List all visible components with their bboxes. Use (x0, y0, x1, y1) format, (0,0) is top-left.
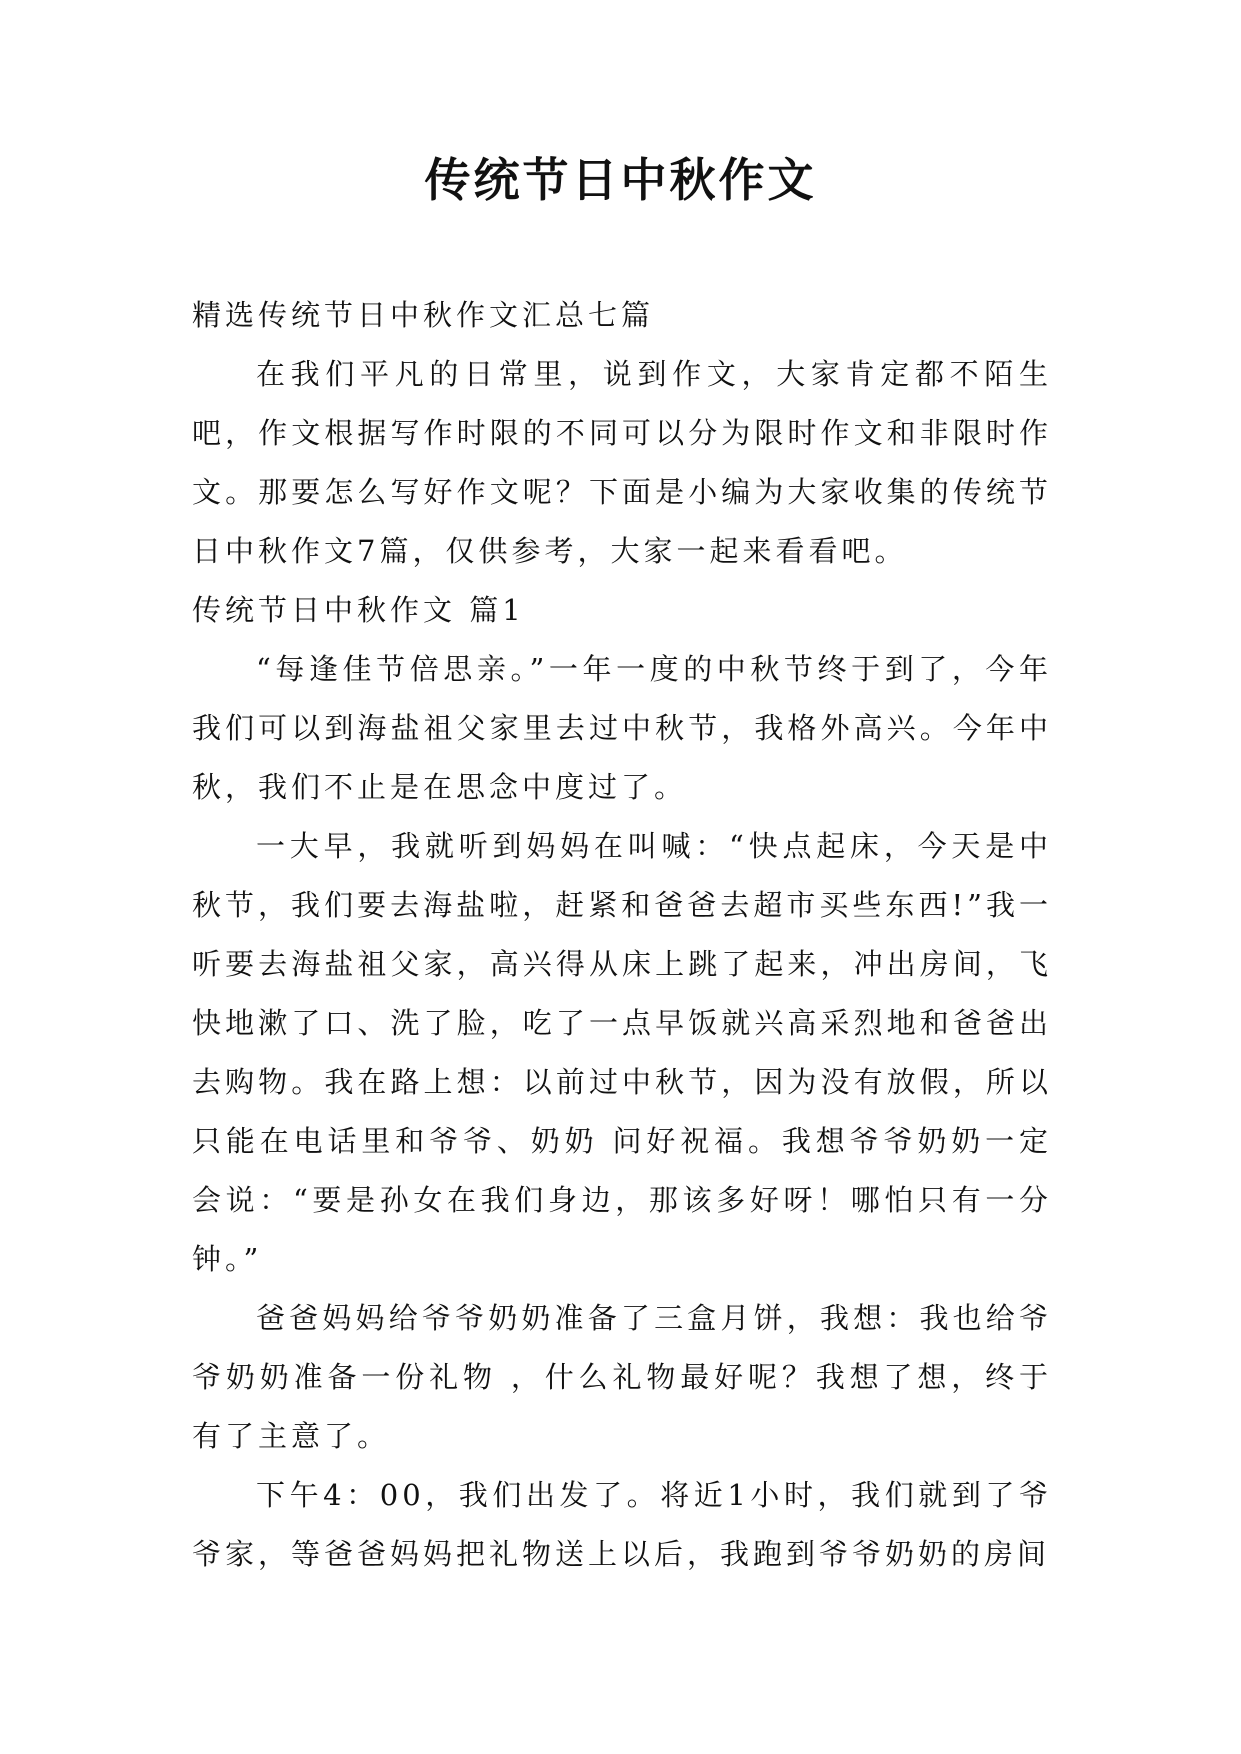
document-subtitle: 精选传统节日中秋作文汇总七篇 (192, 298, 655, 332)
section-heading: 传统节日中秋作文 篇1 (192, 593, 525, 627)
document-title: 传统节日中秋作文 (424, 153, 817, 207)
body-paragraph: 爸爸妈妈给爷爷奶奶准备了三盒月饼，我想：我也给爷爷奶奶准备一份礼物 ，什么礼物最好呢？我想了想，终于有了主意了。 (192, 1301, 1052, 1453)
body-paragraph: “每逢佳节倍思亲。”一年一度的中秋节终于到了，今年我们可以到海盐祖父家里去过中秋节，我格外高兴。今年中秋，我们不止是在思念中度过了。 (192, 652, 1052, 804)
body-paragraph: 一大早，我就听到妈妈在叫喊：“快点起床，今天是中秋节，我们要去海盐啦，赶紧和爸爸去超市买些东西!”我一听要去海盐祖父家，高兴得从床上跳了起来，冲出房间，飞快地漱了口、洗了脸，吃了一点早饭就兴高采烈地和爸爸出去购物。我在路上想：以前过中秋节，因为没有放假，所以只能在电话里和爷爷、奶奶 问好祝福。我想爷爷奶奶一定会说：“要是孙女在我们身边，那该多好呀！哪怕只有一分钟。” (192, 829, 1052, 1276)
document-body (192, 286, 1052, 1584)
intro-paragraph: 在我们平凡的日常里，说到作文，大家肯定都不陌生吧，作文根据写作时限的不同可以分为限时作文和非限时作文。那要怎么写好作文呢？下面是小编为大家收集的传统节日中秋作文7篇，仅供参考，大家一起来看看吧。 (192, 357, 1052, 568)
body-paragraph: 下午4：00，我们出发了。将近1小时，我们就到了爷爷家，等爸爸妈妈把礼物送上以后，我跑到爷爷奶奶的房间 (192, 1478, 1052, 1571)
